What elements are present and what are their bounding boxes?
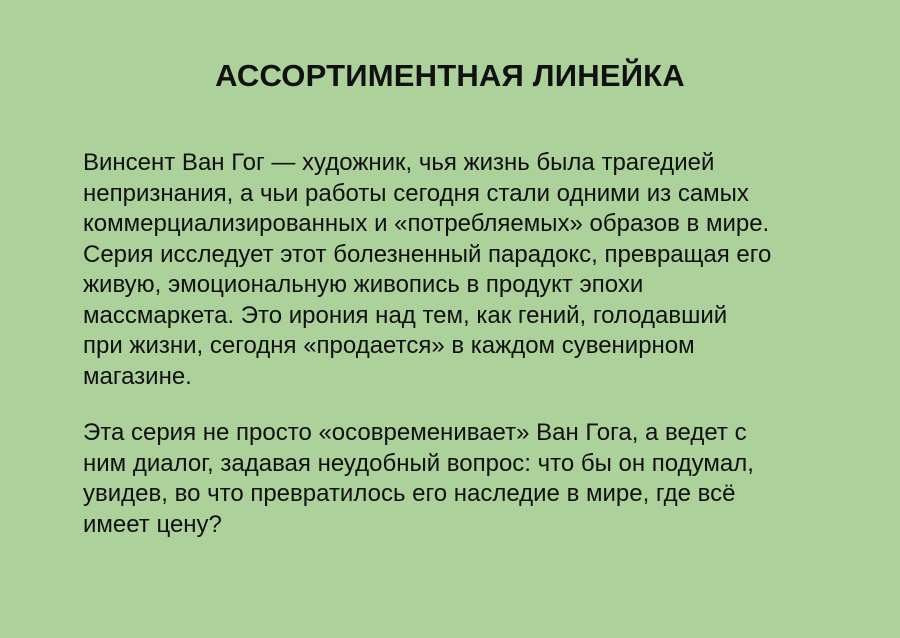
text-line: ним диалог, задавая неудобный вопрос: что бы он подумал, bbox=[83, 449, 754, 477]
text-line: массмаркета. Это ирония над тем, как гений, голодавший bbox=[83, 301, 728, 329]
text-line: Серия исследует этот болезненный парадокс, превращая его bbox=[83, 240, 772, 268]
text-line: увидев, во что превратилось его наследие в мире, где всё bbox=[83, 480, 736, 507]
text-line: при жизни, сегодня «продается» в каждом сувенирном bbox=[83, 332, 695, 359]
paragraph-2 bbox=[83, 418, 823, 540]
text-line: Эта серия не просто «осовременивает» Ван Гога, а ведет с bbox=[83, 419, 747, 446]
text-line: магазине. bbox=[83, 362, 192, 390]
page-title: АССОРТИМЕНТНАЯ ЛИНЕЙКА bbox=[215, 58, 685, 93]
text-line: имеет цену? bbox=[83, 510, 222, 538]
text-line: коммерциализированных и «потребляемых» образов в мире. bbox=[83, 210, 770, 237]
text-line: непризнания, а чьи работы сегодня стали одними из самых bbox=[83, 179, 749, 207]
text-line: Винсент Ван Гог — художник, чья жизнь была трагедией bbox=[83, 149, 715, 176]
text-line: живую, эмоциональную живопись в продукт эпохи bbox=[83, 271, 644, 298]
paragraph-1 bbox=[83, 148, 823, 392]
